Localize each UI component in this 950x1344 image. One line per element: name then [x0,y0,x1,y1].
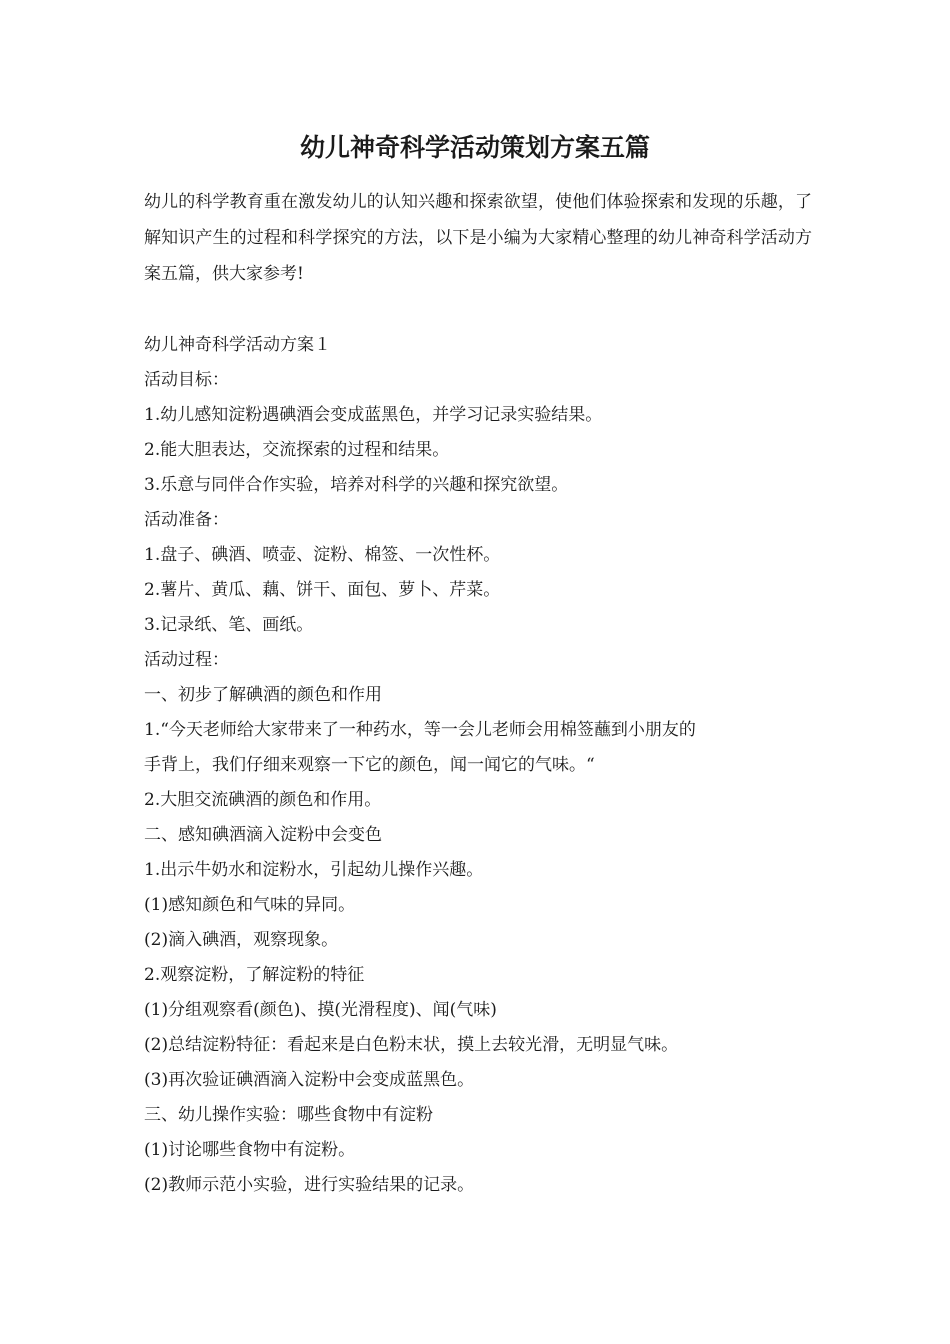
text-line: (1)讨论哪些食物中有淀粉。 [144,1140,356,1160]
text-line: 1.幼儿感知淀粉遇碘酒会变成蓝黑色，并学习记录实验结果。 [144,405,603,425]
text-line: 1.“今天老师给大家带来了一种药水，等一会儿老师会用棉签蘸到小朋友的 [144,720,696,740]
text-line: 2.大胆交流碘酒的颜色和作用。 [144,790,382,810]
text-line: 活动目标： [144,370,229,390]
text-line: 活动准备： [144,510,229,530]
intro-paragraph: 幼儿的科学教育重在激发幼儿的认知兴趣和探索欲望，使他们体验探索和发现的乐趣，了解知识产生的过程和科学探究的方法，以下是小编为大家精心整理的幼儿神奇科学活动方案五篇，供大家参考! [144,192,812,284]
text-line: 2.观察淀粉，了解淀粉的特征 [144,965,365,985]
text-line: 1.出示牛奶水和淀粉水，引起幼儿操作兴趣。 [144,860,484,880]
text-line: (2)滴入碘酒，观察现象。 [144,930,339,950]
document-title: 幼儿神奇科学活动策划方案五篇 [299,133,650,162]
text-line: (2)总结淀粉特征：看起来是白色粉末状，摸上去较光滑，无明显气味。 [144,1035,679,1055]
text-line: (3)再次验证碘酒滴入淀粉中会变成蓝黑色。 [144,1070,475,1090]
text-line: 3.乐意与同伴合作实验，培养对科学的兴趣和探究欲望。 [144,475,569,495]
text-line: 活动过程： [144,650,229,670]
text-line: 2.能大胆表达，交流探索的过程和结果。 [144,440,450,460]
text-line: 1.盘子、碘酒、喷壶、淀粉、棉签、一次性杯。 [144,545,501,565]
text-line: 一、初步了解碘酒的颜色和作用 [144,685,382,705]
text-line: 二、感知碘酒滴入淀粉中会变色 [144,825,382,845]
section-heading: 幼儿神奇科学活动方案１ [144,335,331,355]
text-line: 三、幼儿操作实验：哪些食物中有淀粉 [144,1105,433,1125]
text-line: (2)教师示范小实验，进行实验结果的记录。 [144,1175,475,1195]
text-line: (1)分组观察看(颜色)、摸(光滑程度)、闻(气味) [144,1000,497,1020]
text-line: 2.薯片、黄瓜、藕、饼干、面包、萝卜、芹菜。 [144,580,501,600]
body-text [144,328,824,1203]
text-line: (1)感知颜色和气味的异同。 [144,895,356,915]
text-line: 3.记录纸、笔、画纸。 [144,615,314,635]
text-line: 手背上，我们仔细来观察一下它的颜色，闻一闻它的气味。“ [144,755,595,775]
